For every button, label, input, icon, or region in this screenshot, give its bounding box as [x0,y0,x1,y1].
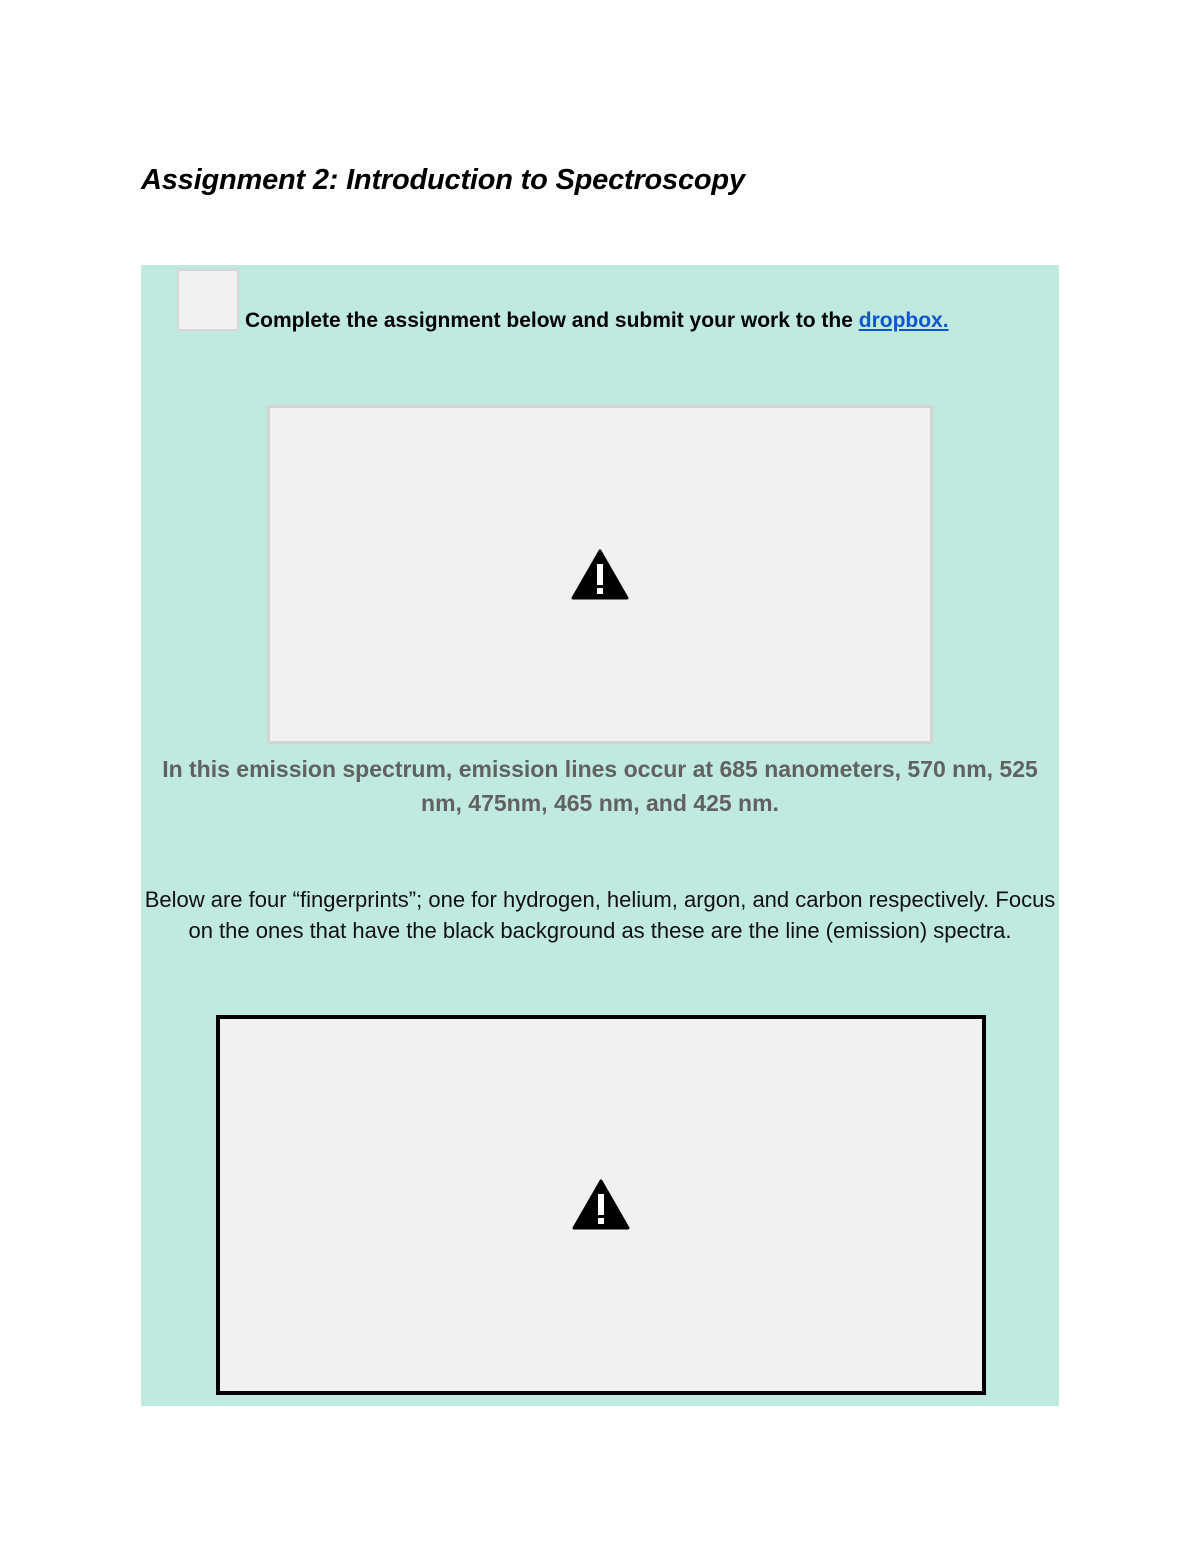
page-title: Assignment 2: Introduction to Spectroscopy [141,164,745,196]
warning-triangle-icon [572,1179,630,1231]
warning-triangle-icon [571,549,629,601]
assignment-panel [141,265,1059,1406]
fingerprints-image-placeholder [216,1015,986,1395]
dropbox-link[interactable]: dropbox. [858,309,949,332]
instruction-label: Complete the assignment below and submit your work to the [245,309,859,332]
fingerprints-caption: Below are four “fingerprints”; one for hydrogen, helium, argon, and carbon respectively. Focus on the ones that have the black background as these are the line (emission) spectra. [144,887,1056,943]
instruction-text [245,309,949,333]
emission-spectrum-image-placeholder [267,405,933,744]
small-image-placeholder [177,269,239,331]
emission-spectrum-caption: In this emission spectrum, emission lines occur at 685 nanometers, 570 nm, 525 nm, 475nm, 465 nm, and 425 nm. [162,756,1038,816]
